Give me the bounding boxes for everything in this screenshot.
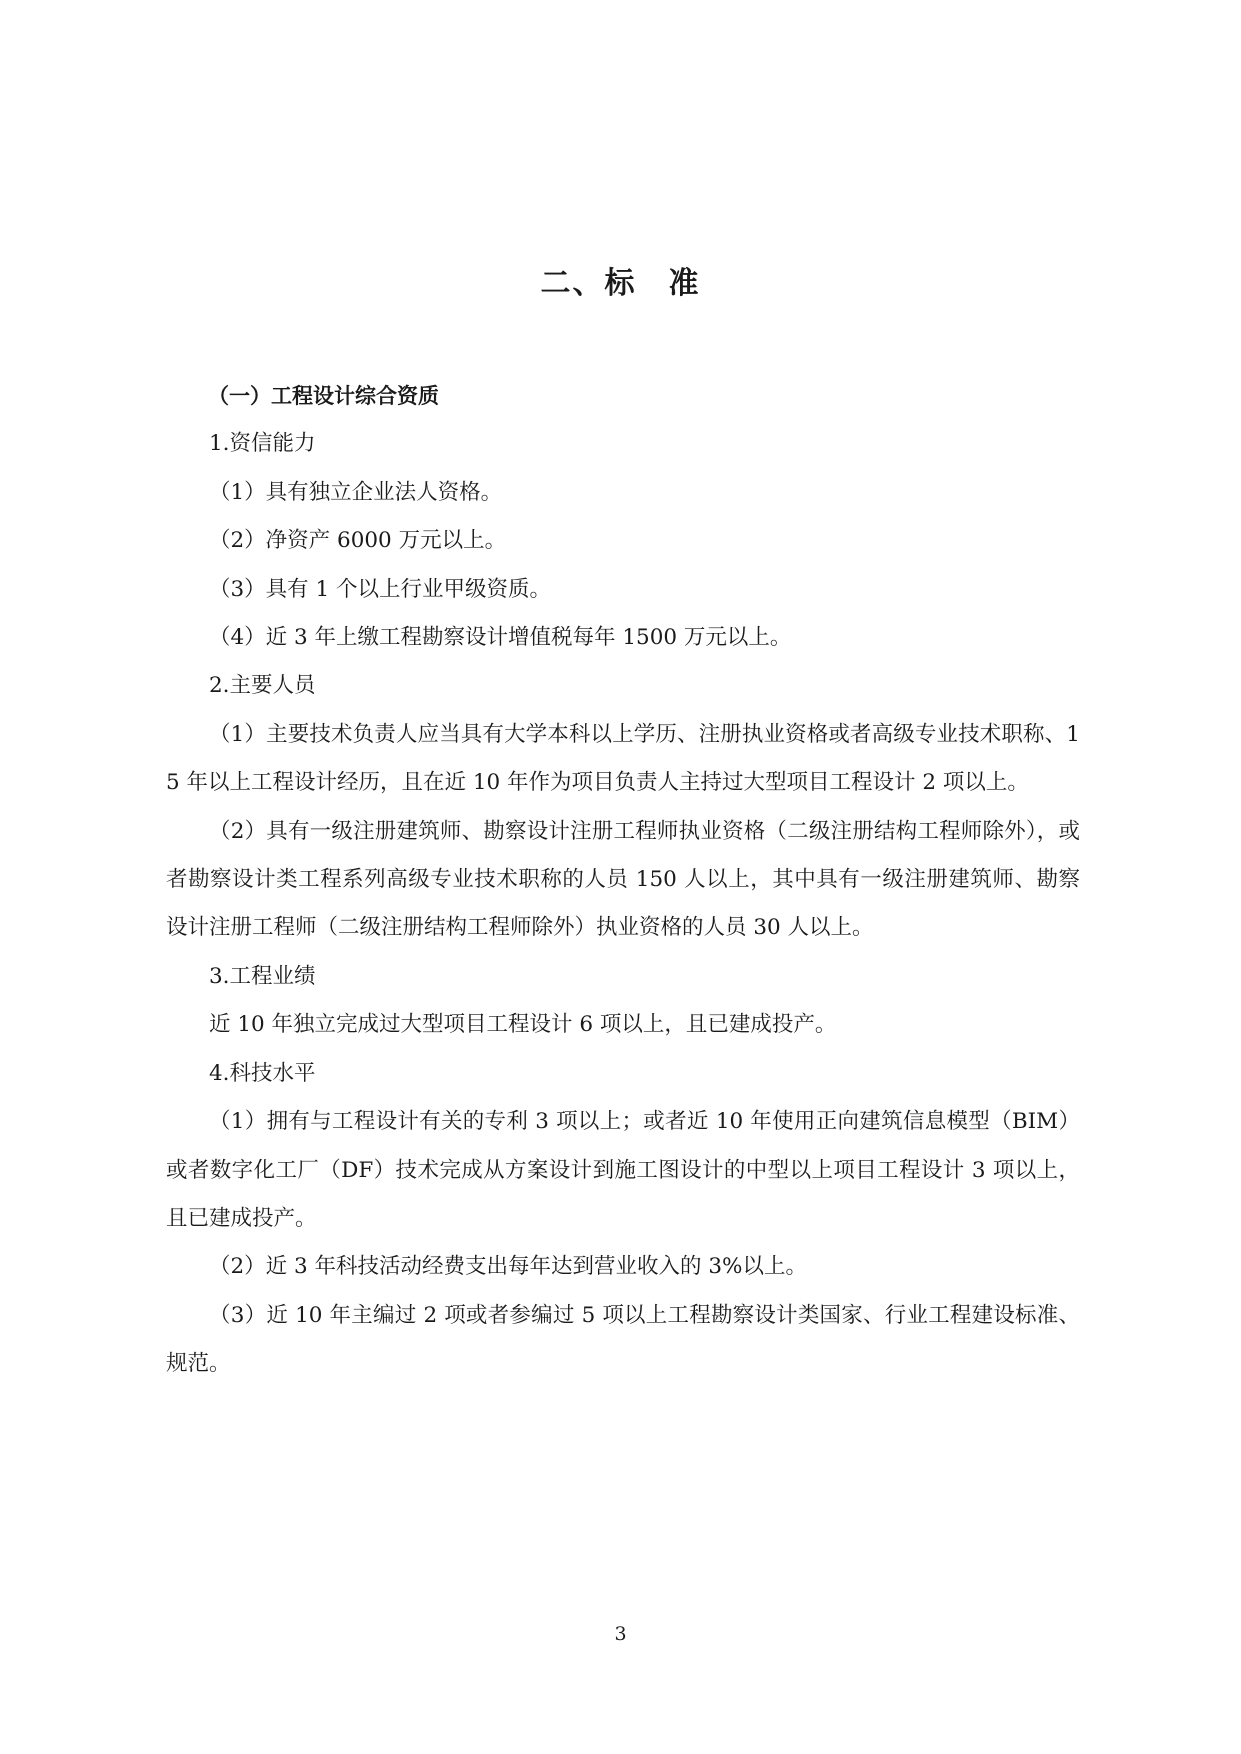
subsection-heading: 4.科技水平 [209, 1060, 316, 1086]
document-body [166, 372, 1080, 1389]
paragraph: 近 10 年独立完成过大型项目工程设计 6 项以上，且已建成投产。 [209, 1012, 837, 1038]
paragraph: （3）具有 1 个以上行业甲级资质。 [209, 576, 552, 602]
paragraph: （3）近 10 年主编过 2 项或者参编过 5 项以上工程勘察设计类国家、行业工程建设标准、规范。 [166, 1302, 1080, 1377]
paragraph: （1）拥有与工程设计有关的专利 3 项以上；或者近 10 年使用正向建筑信息模型（BIM）或者数字化工厂（DF）技术完成从方案设计到施工图设计的中型以上项目工程设计 3 项以上，且已建成投产。 [166, 1109, 1080, 1231]
paragraph: （4）近 3 年上缴工程勘察设计增值税每年 1500 万元以上。 [209, 625, 792, 651]
subsection-heading: 3.工程业绩 [209, 963, 316, 989]
subsection-heading: 1.资信能力 [209, 431, 316, 457]
subsection-heading: 2.主要人员 [209, 673, 316, 699]
paragraph: （2）近 3 年科技活动经费支出每年达到营业收入的 3%以上。 [209, 1254, 807, 1280]
page-title: 二、标 准 [540, 266, 701, 301]
page-number: 3 [614, 1623, 627, 1645]
paragraph: （2）具有一级注册建筑师、勘察设计注册工程师执业资格（二级注册结构工程师除外），或者勘察设计类工程系列高级专业技术职称的人员 150 人以上，其中具有一级注册建筑师、勘察设计注册工程师（二级注册结构工程师除外）执业资格的人员 30 人以上。 [166, 818, 1080, 941]
section-heading: （一）工程设计综合资质 [208, 384, 439, 408]
paragraph: （2）净资产 6000 万元以上。 [209, 528, 507, 554]
paragraph: （1）主要技术负责人应当具有大学本科以上学历、注册执业资格或者高级专业技术职称、15 年以上工程设计经历，且在近 10 年作为项目负责人主持过大型项目工程设计 2 项以上。 [166, 721, 1080, 796]
paragraph: （1）具有独立企业法人资格。 [209, 479, 503, 505]
